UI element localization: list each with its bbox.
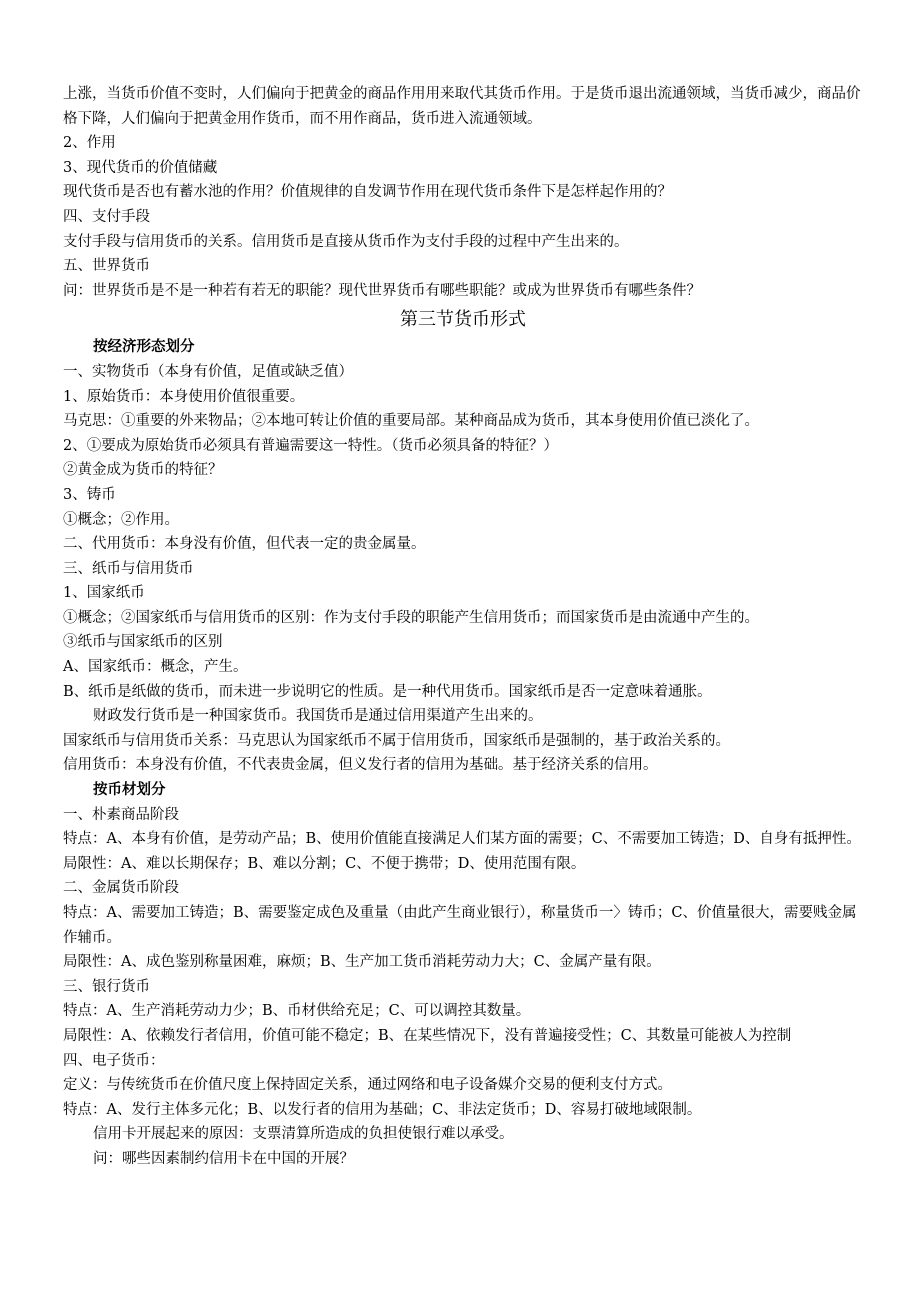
item-state-paper-a: A、国家纸币：概念，产生。 <box>63 659 248 676</box>
paragraph-simple-limits: 局限性：A、难以长期保存；B、难以分割；C、不便于携带；D、使用范围有限。 <box>63 855 586 872</box>
heading-world-money: 五、世界货币 <box>63 258 150 275</box>
item-coin: 3、铸币 <box>63 486 116 503</box>
paragraph-state-credit-relation: 国家纸币与信用货币关系：马克思认为国家纸币不属于信用货币，国家纸币是强制的，基于政治关系的。 <box>63 732 730 749</box>
heading-means-of-payment: 四、支付手段 <box>63 208 150 225</box>
paragraph-simple-features: 特点：A、本身有价值，是劳动产品；B、使用价值能直接满足人们某方面的需要；C、不需要加工铸造；D、自身有抵押性。 <box>63 831 861 848</box>
document-page <box>63 82 863 1172</box>
paragraph-credit-money: 信用货币：本身没有价值，不代表贵金属，但义发行者的信用为基础。基于经济关系的信用。 <box>63 757 658 774</box>
paragraph-marx-primitive: 马克思：①重要的外来物品；②本地可转让价值的重要局部。某种商品成为货币，其本身使用价值已淡化了。 <box>63 413 759 430</box>
paragraph-credit-card-question: 问：哪些因素制约信用卡在中国的开展？ <box>93 1150 354 1167</box>
item-primitive-money: 1、原始货币：本身使用价值很重要。 <box>63 388 305 405</box>
paragraph-metal-features: 特点：A、需要加工铸造；B、需要鉴定成色及重量（由此产生商业银行），称量货币一〉铸币；C、价值量很大，需要贱金属作辅币。 <box>63 905 857 946</box>
heading-function: 2、作用 <box>63 135 116 152</box>
item-state-paper-money: 1、国家纸币 <box>63 585 145 602</box>
paragraph-electronic-definition: 定义：与传统货币在价值尺度上保持固定关系，通过网络和电子设备媒介交易的便利支付方式。 <box>63 1077 672 1094</box>
section-title: 第三节货币形式 <box>400 309 526 331</box>
paragraph-payment-credit: 支付手段与信用货币的关系。信用货币是直接从货币作为支付手段的过程中产生出来的。 <box>63 233 629 250</box>
paragraph-gold-circulation: 上涨，当货币价值不变时，人们偏向于把黄金的商品作用用来取代其货币作用。于是货币退出流通领域，当货币减少，商品价格下降，人们偏向于把黄金用作货币，而不用作商品，货币进入流通领域。 <box>63 86 861 127</box>
item-universal-need: 2、①要成为原始货币必须具有普遍需要这一特性。（货币必须具备的特征？） <box>63 437 558 454</box>
subheading-economic-form: 按经济形态划分 <box>93 338 195 356</box>
heading-commodity-money: 一、实物货币（本身有价值，足值或缺乏值） <box>63 363 353 380</box>
heading-simple-commodity-stage: 一、朴素商品阶段 <box>63 806 179 823</box>
paragraph-fiscal-money: 财政发行货币是一种国家货币。我国货币是通过信用渠道产生出来的。 <box>93 708 543 725</box>
heading-bank-money: 三、银行货币 <box>63 978 150 995</box>
paragraph-world-money-question: 问：世界货币是不是一种若有若无的职能？现代世界货币有哪些职能？或成为世界货币有哪些条件？ <box>63 282 701 299</box>
paragraph-credit-card-reason: 信用卡开展起来的原因：支票清算所造成的负担使银行难以承受。 <box>93 1126 514 1143</box>
heading-paper-credit-money: 三、纸币与信用货币 <box>63 560 194 577</box>
paragraph-reservoir-question: 现代货币是否也有蓄水池的作用？价值规律的自发调节作用在现代货币条件下是怎样起作用的？ <box>63 184 672 201</box>
paragraph-state-vs-credit: ①概念；②国家纸币与信用货币的区别：作为支付手段的职能产生信用货币；而国家货币是由流通中产生的。 <box>63 609 759 626</box>
item-paper-b: B、纸币是纸做的货币，而未进一步说明它的性质。是一种代用货币。国家纸币是否一定意味着通胀。 <box>63 683 712 700</box>
heading-electronic-money: 四、电子货币： <box>63 1052 165 1069</box>
item-gold-features: ②黄金成为货币的特征？ <box>63 462 223 479</box>
paragraph-metal-limits: 局限性：A、成色鉴别称量困难，麻烦；B、生产加工货币消耗劳动力大；C、金属产量有限。 <box>63 954 661 971</box>
paragraph-electronic-features: 特点：A、发行主体多元化；B、以发行者的信用为基础；C、非法定货币；D、容易打破地域限制。 <box>63 1101 702 1118</box>
heading-metal-money-stage: 二、金属货币阶段 <box>63 880 179 897</box>
item-coin-concept: ①概念；②作用。 <box>63 511 179 528</box>
paragraph-bank-features: 特点：A、生产消耗劳动力少；B、币材供给充足；C、可以调控其数量。 <box>63 1003 531 1020</box>
item-paper-vs-state: ③纸币与国家纸币的区别 <box>63 634 223 651</box>
heading-modern-value-storage: 3、现代货币的价值储藏 <box>63 159 218 176</box>
subheading-material: 按币材划分 <box>93 781 166 799</box>
heading-representative-money: 二、代用货币：本身没有价值，但代表一定的贵金属量。 <box>63 536 426 553</box>
paragraph-bank-limits: 局限性：A、依赖发行者信用，价值可能不稳定；B、在某些情况下，没有普遍接受性；C、其数量可能被人为控制 <box>63 1027 792 1044</box>
